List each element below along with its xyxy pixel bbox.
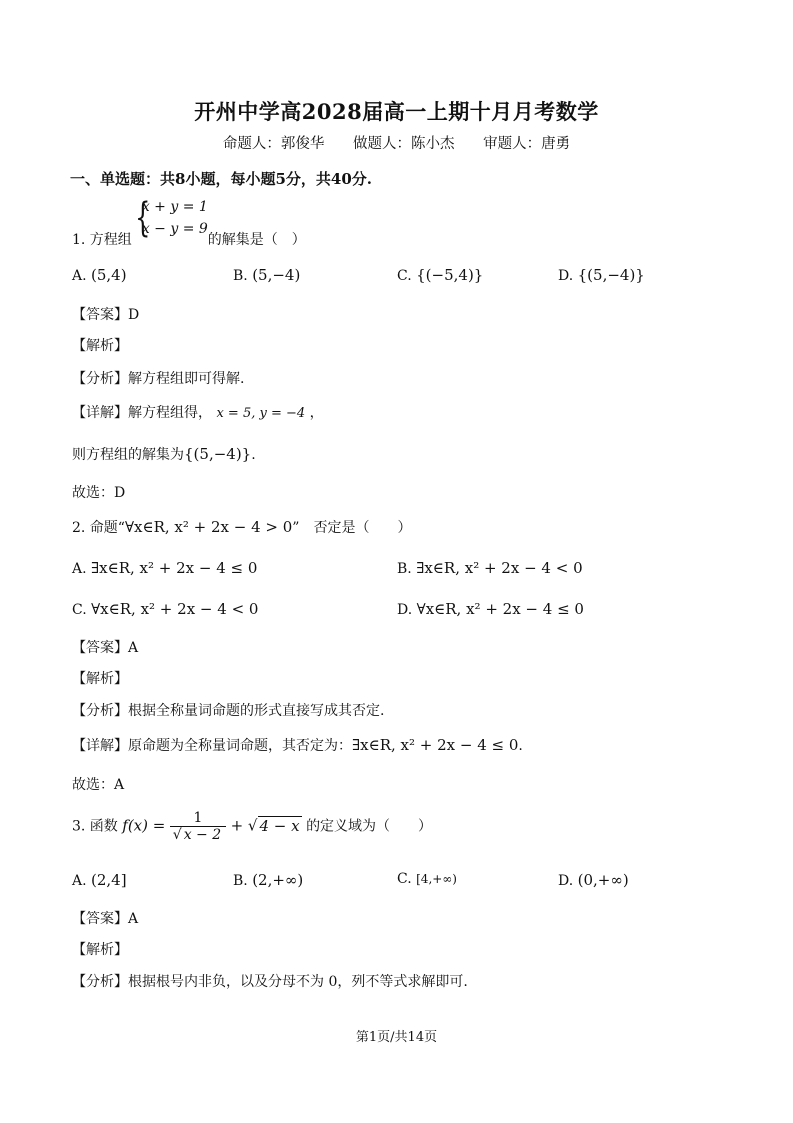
option-label: C. [397,871,412,887]
question-1-stem [72,196,306,248]
option-value: ∀x∈R, x² + 2x − 4 < 0 [91,600,259,618]
option-label: A. [72,561,87,577]
page-footer: 第1页/共14页 [355,1030,438,1045]
q1-equation-system [132,196,208,240]
section-heading: 一、单选题：共8小题，每小题5分，共40分. [70,170,372,188]
detail-text: 【详解】解方程组得， [72,405,212,421]
plus-sqrt-sign: + √ [230,816,258,835]
q2-option-d [397,600,584,618]
q2-stem-tail: ” 否定是（ ） [292,520,412,536]
option-value: {(5,−4)} [577,266,645,284]
q2-choose: 故选：A [72,777,125,793]
option-label: D. [558,268,574,284]
option-label: B. [397,561,412,577]
option-label: C. [72,602,87,618]
option-label: D. [558,873,574,889]
q2-option-b [397,559,583,577]
conclusion-text: 则方程组的解集为 [72,447,184,463]
q1-option-c [397,266,483,284]
q1-option-b [233,266,300,284]
option-value: (5,4) [91,266,127,284]
q1-option-d [558,266,645,284]
detail-math: x = 5, y = −4 [216,406,306,421]
option-value: ∃x∈R, x² + 2x − 4 < 0 [416,559,583,577]
option-value: (2,4] [91,871,127,889]
option-label: D. [397,602,413,618]
q1-analysis-tag: 【解析】 [72,338,128,354]
sqrt-argument: 4 − x [259,816,300,835]
question-3-stem [72,810,432,843]
option-value: (5,−4) [252,266,301,284]
q3-number: 3. 函数 [72,818,118,835]
q1-option-a [72,266,127,284]
q2-answer: 【答案】A [72,640,139,656]
q1-fenxi: 【分析】解方程组即可得解. [72,371,245,387]
q3-option-d [558,871,629,889]
option-label: B. [233,268,248,284]
option-label: A. [72,268,87,284]
q1-eq2: x − y = 9 [141,221,208,237]
detail-text: 【详解】原命题为全称量词命题，其否定为： [72,738,352,754]
detail-math: ∃x∈R, x² + 2x − 4 ≤ 0 [352,736,519,754]
option-label: A. [72,873,87,889]
q3-option-b [233,871,303,889]
q3-function-name: f(x) = [122,816,166,835]
q3-sqrt-term [231,816,302,835]
conclusion-math: {(5,−4)} [184,445,252,463]
q2-option-a [72,559,257,577]
question-2-stem [72,517,411,537]
fraction-denominator: √ x − 2 [172,827,222,843]
q1-conclusion [72,444,256,464]
q1-answer: 【答案】D [72,307,140,323]
q2-detail [72,735,523,755]
option-value: [4,+∞) [416,872,457,886]
q3-answer: 【答案】A [72,911,139,927]
fraction-numerator: 1 [170,810,226,827]
detail-punct: ， [309,405,324,421]
q2-option-c [72,600,258,618]
author-solver: 做题人：陈小杰 [353,136,455,152]
option-value: ∀x∈R, x² + 2x − 4 ≤ 0 [416,600,584,618]
q3-option-c [397,871,457,887]
q3-fenxi: 【分析】根据根号内非负，以及分母不为 0，列不等式求解即可. [72,974,468,990]
q3-analysis-tag: 【解析】 [72,942,128,958]
option-label: B. [233,873,248,889]
q3-fraction [170,810,226,843]
conclusion-punct: . [251,447,256,463]
option-label: C. [397,268,412,284]
author-reviewer: 审题人：唐勇 [483,136,571,152]
q1-stem-tail: 的解集是（ ） [207,232,306,248]
detail-punct: . [518,738,523,754]
q1-number: 1. 方程组 [72,232,132,248]
q1-eq1: { x + y = 1 [141,199,208,215]
q2-proposition: ∀x∈R, x² + 2x − 4 > 0 [124,518,293,536]
q1-detail [72,402,324,422]
author-proposer: 命题人：郭俊华 [222,136,325,152]
option-value: (2,+∞) [252,871,304,889]
q3-option-a [72,871,127,889]
q2-number: 2. 命题“ [72,520,125,536]
q2-fenxi: 【分析】根据全称量词命题的形式直接写成其否定. [72,703,385,719]
authors-line [0,132,793,153]
q3-stem-tail: 的定义域为（ ） [306,818,433,835]
q2-analysis-tag: 【解析】 [72,671,128,687]
sqrt-argument: x − 2 [183,827,222,843]
option-value: {(−5,4)} [416,266,484,284]
page-title: 开州中学高2028届高一上期十月月考数学 [194,99,599,124]
option-value: (0,+∞) [577,871,629,889]
option-value: ∃x∈R, x² + 2x − 4 ≤ 0 [91,559,258,577]
q1-choose: 故选：D [72,485,126,501]
